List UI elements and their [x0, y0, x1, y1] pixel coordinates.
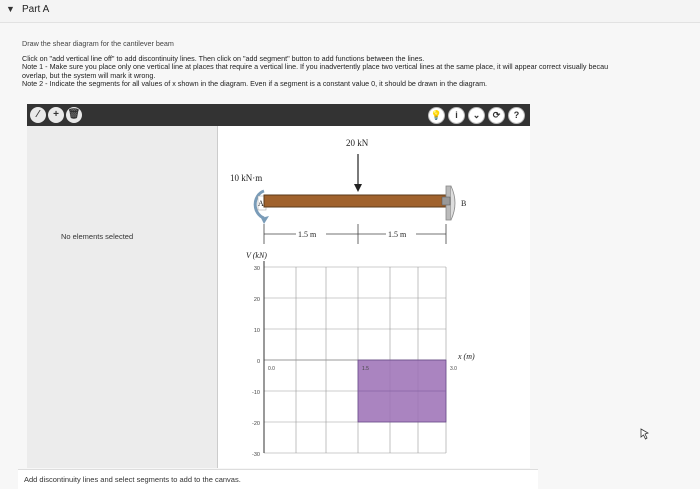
- instruction-title: Draw the shear diagram for the cantilever beam: [22, 40, 174, 48]
- y-tick-label: 30: [253, 266, 260, 272]
- x-axis-label: x (m): [458, 352, 475, 361]
- force-label: 20 kN: [346, 138, 369, 148]
- y-tick-label: -10: [252, 390, 260, 396]
- moment-label: 10 kN·m: [230, 173, 263, 183]
- y-tick-label: -30: [252, 452, 260, 458]
- collapse-arrow-icon[interactable]: ▼: [6, 4, 15, 14]
- toolbar-right-group: [428, 107, 525, 124]
- x-tick-label: 1.5: [362, 366, 369, 372]
- beam-and-shear-diagram[interactable]: [218, 126, 530, 468]
- y-tick-label: 20: [253, 297, 260, 303]
- part-title: Part A: [22, 4, 50, 15]
- x-tick-label: 3.0: [450, 366, 457, 372]
- info-icon[interactable]: i: [448, 107, 465, 124]
- graph-grid: [264, 261, 446, 453]
- delete-icon[interactable]: 🗑: [66, 107, 82, 123]
- y-tick-label: -20: [252, 421, 260, 427]
- instruction-note2: Note 2 - Indicate the segments for all values of x shown in the diagram. Even if a segment is a constant value 0, it should be drawn in the diagram.: [22, 79, 488, 89]
- dimension-2-label: 1.5 m: [388, 230, 407, 239]
- y-axis-label: V (kN): [246, 251, 267, 260]
- hint-icon[interactable]: 💡: [428, 107, 445, 124]
- segment-layer[interactable]: [358, 360, 446, 422]
- part-header[interactable]: [0, 0, 700, 23]
- instructions: [22, 40, 700, 89]
- side-panel: [27, 126, 218, 468]
- selection-status: No elements selected: [61, 232, 134, 241]
- force-arrowhead: [354, 184, 362, 192]
- add-segment-icon[interactable]: +: [48, 107, 64, 123]
- y-tick-label: 10: [253, 328, 260, 334]
- x-tick-label: 0.0: [268, 366, 275, 372]
- wall-bracket: [451, 186, 455, 220]
- instruction-note1-cont: overlap, but the system will mark it wrong.: [22, 70, 156, 80]
- mouse-cursor-icon: [640, 428, 650, 440]
- dimension-1-label: 1.5 m: [298, 230, 317, 239]
- add-vertical-line-icon[interactable]: ⁄: [30, 107, 46, 123]
- help-icon[interactable]: ?: [508, 107, 525, 124]
- right-area: [530, 104, 700, 488]
- status-message: Add discontinuity lines and select segments to add to the canvas.: [24, 475, 241, 484]
- status-bar: [18, 469, 538, 489]
- beam: [264, 195, 446, 207]
- support-b-marker: [442, 197, 450, 205]
- instruction-line: Click on "add vertical line off" to add discontinuity lines. Then click on "add segment" button to add functions between the lines.: [22, 53, 425, 63]
- drawing-canvas[interactable]: [218, 126, 530, 468]
- reset-icon[interactable]: ⟳: [488, 107, 505, 124]
- expand-icon[interactable]: ⌄: [468, 107, 485, 124]
- toolbar: [27, 104, 530, 126]
- y-tick-label: 0: [256, 359, 260, 365]
- support-b-label: B: [461, 199, 467, 208]
- toolbar-left-group: [30, 107, 82, 123]
- support-a-label: A: [258, 199, 264, 208]
- instruction-note1: Note 1 - Make sure you place only one vertical line at places that require a vertical line. If you inadvertently place two vertical lines at the same place, it will appear correct visually becau: [22, 62, 609, 72]
